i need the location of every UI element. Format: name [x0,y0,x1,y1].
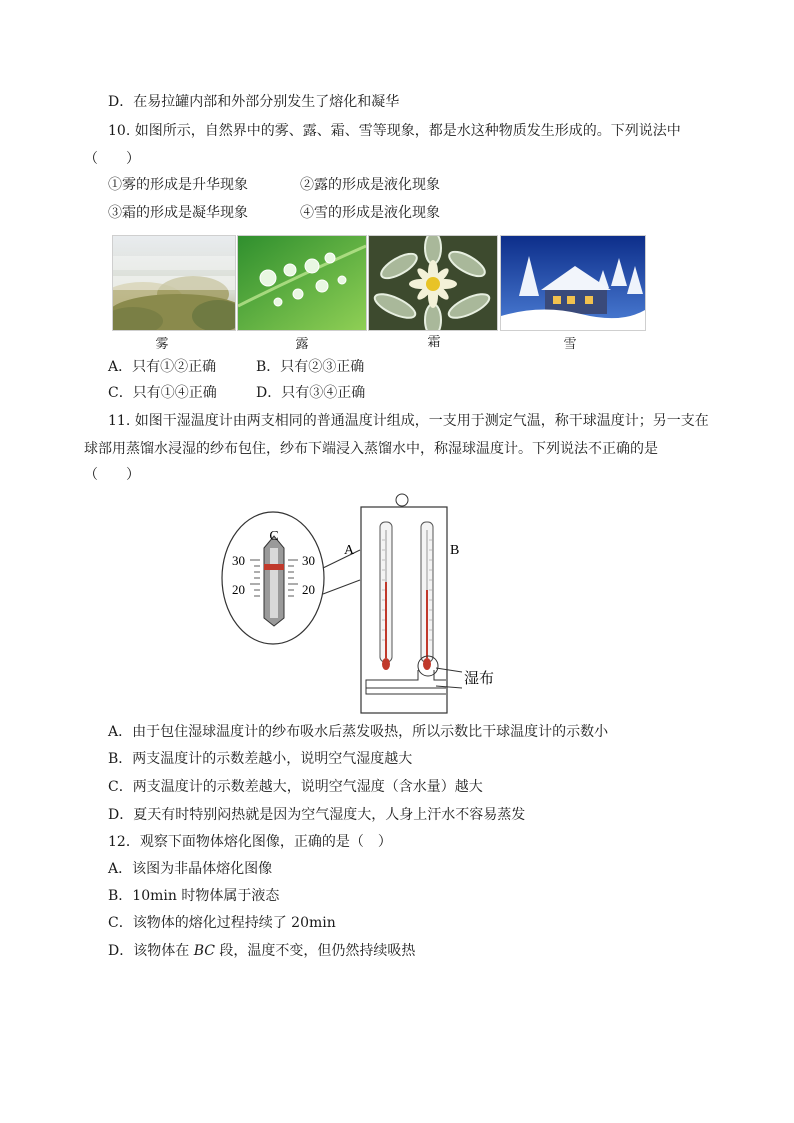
wet-cloth-label: 湿布 [464,669,495,687]
mounting-board [361,507,447,713]
q10-stem: 10. 如图所示，自然界中的雾、露、霜、雪等现象，都是水这种物质发生形成的。下列说法中 [108,123,681,139]
q11-stem-line1: 11. 如图干湿温度计由两支相同的普通温度计组成，一支用于测定气温，称干球温度计；另一支在 [108,413,709,429]
dry-thermometer [380,522,392,670]
tube-bore [270,548,278,618]
q11-option-b: B．两支温度计的示数差越小，说明空气湿度越大 [108,751,413,767]
callout-line-top [323,550,360,568]
q12-option-d-post: 段，温度不变，但仍然持续吸热 [214,943,416,959]
label-a: A [344,543,355,558]
frost-photo [368,235,498,331]
q9-option-d: D．在易拉罐内部和外部分别发生了熔化和凝华 [108,94,400,110]
q10-statement-2: ②露的形成是液化现象 [300,177,440,193]
q11-option-d: D．夏天有时特别闷热就是因为空气湿度大，人身上汗水不容易蒸发 [108,807,526,823]
q11-option-a: A．由于包住湿球温度计的纱布吸水后蒸发吸热，所以示数比干球温度计的示数小 [108,724,609,740]
q12-option-c: C．该物体的熔化过程持续了 20min [108,915,336,931]
fog-caption: 雾 [155,337,169,352]
frost-caption: 霜 [427,335,441,350]
dew-photo [237,235,367,331]
dew-caption: 露 [295,337,309,352]
q12-option-d [108,941,415,961]
hygrometer-figure [220,490,520,718]
q12-option-d-pre: D．该物体在 [108,943,194,959]
hanging-ring [396,494,408,506]
q12-option-d-segment: BC [193,943,215,959]
q11-paren: （ ） [84,467,140,483]
q10-option-d: D．只有③④正确 [256,385,366,401]
tick-20-left: 20 [232,582,245,597]
snow-caption: 雪 [563,337,577,352]
snow-photo [500,235,646,331]
q11-option-c: C．两支温度计的示数差越大，说明空气湿度（含水量）越大 [108,779,483,795]
q10-statement-3: ③霜的形成是凝华现象 [108,205,248,221]
q10-paren: （ ） [84,151,140,167]
fog-photo [112,235,236,331]
q12-option-b: B．10min 时物体属于液态 [108,888,280,904]
q12-stem: 12．观察下面物体熔化图像，正确的是（ ） [108,834,392,850]
tick-30-left: 30 [232,553,245,568]
q11-stem-line2: 球部用蒸馏水浸湿的纱布包住，纱布下端浸入蒸馏水中，称湿球温度计。下列说法不正确的是 [84,441,658,457]
label-c: C [269,529,279,544]
tick-30-right: 30 [302,553,315,568]
q10-option-b: B．只有②③正确 [256,359,365,375]
label-b: B [450,543,460,558]
q10-option-a: A．只有①②正确 [108,359,217,375]
q10-statement-4: ④雪的形成是液化现象 [300,205,440,221]
q10-option-c: C．只有①④正确 [108,385,217,401]
callout-line-bottom [323,580,360,594]
q10-statement-1: ①雾的形成是升华现象 [108,177,248,193]
tick-20-right: 20 [302,582,315,597]
liquid-level [264,564,284,570]
q12-option-a: A．该图为非晶体熔化图像 [108,861,273,877]
